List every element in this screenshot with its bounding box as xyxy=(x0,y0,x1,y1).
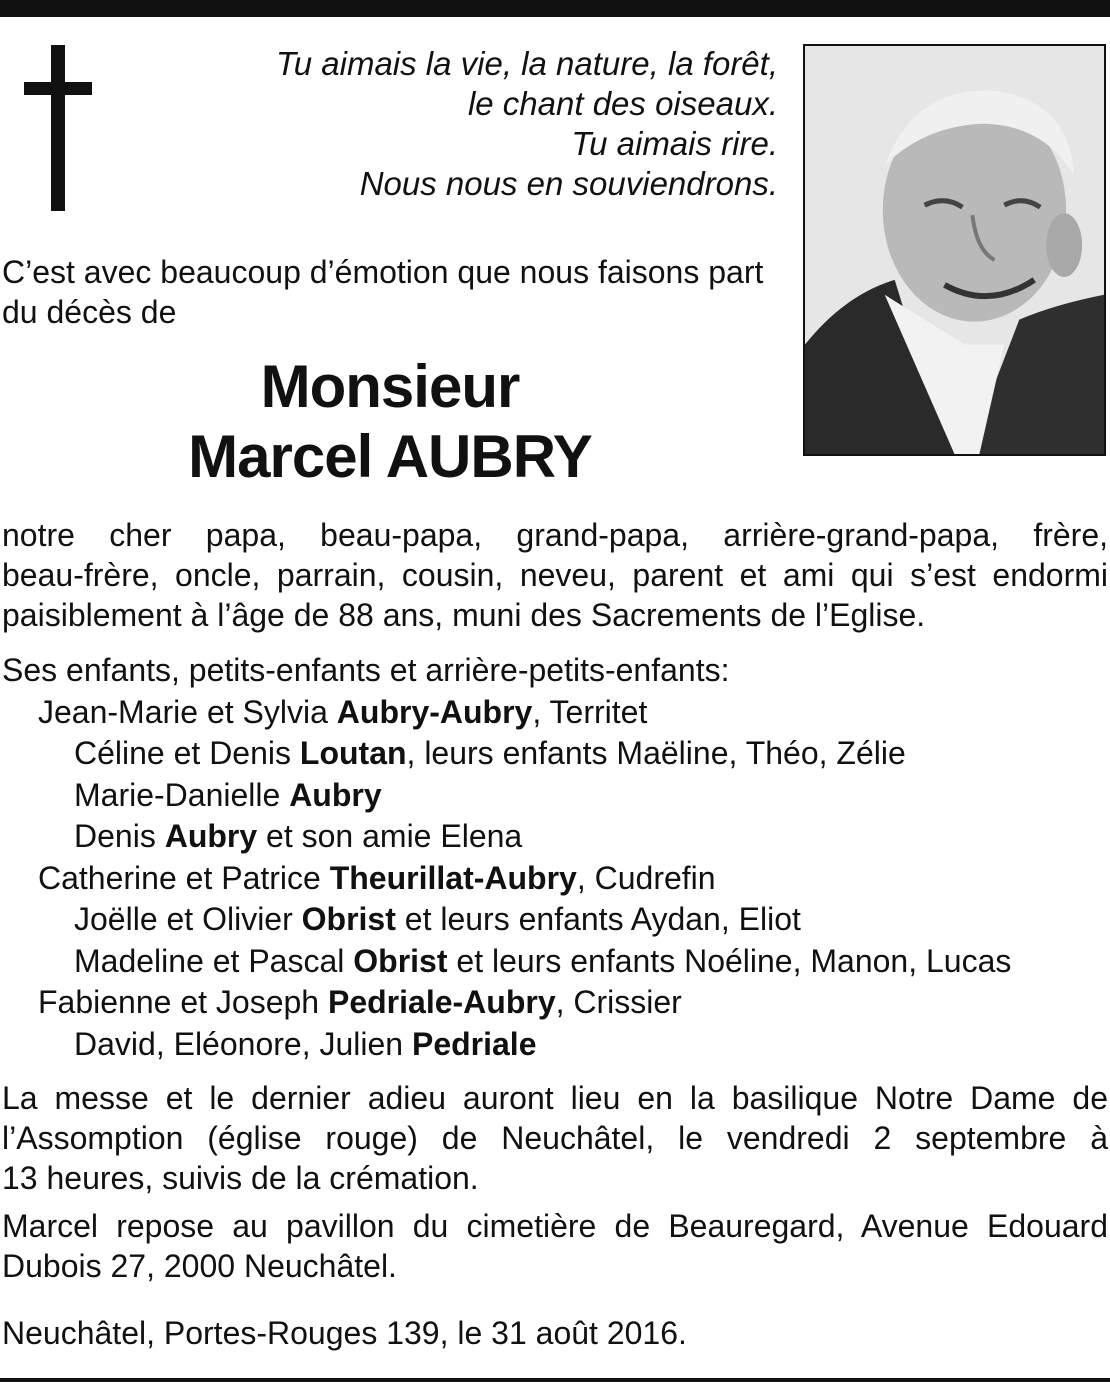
portrait-illustration xyxy=(805,46,1104,454)
ceremony-paragraph xyxy=(2,1078,1108,1198)
entry-names: Madeline et Pascal xyxy=(74,942,354,979)
entry-surname: Pedriale xyxy=(411,1025,537,1062)
deceased-heading xyxy=(0,352,780,492)
family-entry xyxy=(2,1024,1108,1066)
repose-line: Marcel repose au pavillon du cimetière de Beauregard, Avenue Edouard xyxy=(2,1208,1108,1244)
cross-vertical-bar xyxy=(51,45,65,211)
entry-names: Joëlle et Olivier xyxy=(74,901,302,937)
poem-line: Tu aimais rire. xyxy=(571,125,778,162)
family-entry xyxy=(2,816,1108,858)
family-entry xyxy=(2,858,1108,900)
family-entry xyxy=(2,941,1108,983)
family-entry xyxy=(2,775,1108,817)
poem xyxy=(150,44,778,204)
ceremony-line: l’Assomption (église rouge) de Neuchâtel, le vendredi 2 septembre à xyxy=(2,1120,1108,1156)
poem-line: Nous nous en souviendrons. xyxy=(359,165,778,202)
description-line: paisiblement à l’âge de 88 ans, muni des Sacrements de l’Eglise. xyxy=(2,597,926,633)
entry-details: et leurs enfants Aydan, Eliot xyxy=(395,901,801,937)
entry-surname: Aubry xyxy=(289,776,382,813)
family-entry xyxy=(2,899,1108,941)
entry-surname: Pedriale-Aubry xyxy=(327,984,556,1020)
entry-details: et leurs enfants Noéline, Manon, Lucas xyxy=(447,942,1012,979)
family-list xyxy=(2,650,1108,1065)
description-paragraph xyxy=(2,515,1108,635)
entry-names: Catherine et Patrice xyxy=(38,859,330,896)
cross-horizontal-bar xyxy=(24,82,92,95)
entry-details: et son amie Elena xyxy=(257,818,523,854)
ceremony-line: 13 heures, suivis de la crémation. xyxy=(2,1160,479,1196)
intro-line: du décès de xyxy=(2,294,177,330)
portrait-photo xyxy=(803,44,1106,456)
deceased-name: Marcel AUBRY xyxy=(188,423,592,490)
top-rule xyxy=(0,0,1110,17)
entry-names: Marie-Danielle xyxy=(74,776,290,813)
entry-details: , Crissier xyxy=(555,984,682,1020)
entry-surname: Aubry xyxy=(164,818,258,854)
bottom-rule xyxy=(0,1378,1110,1382)
description-line: notre cher papa, beau-papa, grand-papa, arrière-grand-papa, frère, xyxy=(2,517,1108,553)
poem-line: le chant des oiseaux. xyxy=(467,85,778,122)
entry-names: Jean-Marie et Sylvia xyxy=(38,693,337,730)
poem-line: Tu aimais la vie, la nature, la forêt, xyxy=(276,45,778,82)
entry-names: David, Eléonore, Julien xyxy=(74,1025,412,1062)
entry-details: , leurs enfants Maëline, Théo, Zélie xyxy=(406,735,906,771)
family-heading: Ses enfants, petits-enfants et arrière-petits-enfants: xyxy=(2,652,730,688)
entry-surname: Loutan xyxy=(299,735,407,771)
entry-details: , Cudrefin xyxy=(576,859,716,896)
intro-line: C’est avec beaucoup d’émotion que nous faisons part xyxy=(2,254,764,290)
entry-surname: Aubry-Aubry xyxy=(336,693,533,730)
family-entry xyxy=(2,733,1108,775)
intro-text xyxy=(2,252,792,332)
entry-surname: Obrist xyxy=(301,901,396,937)
ceremony-line: La messe et le dernier adieu auront lieu en la basilique Notre Dame de xyxy=(2,1080,1108,1116)
family-entry xyxy=(2,692,1108,734)
repose-line: Dubois 27, 2000 Neuchâtel. xyxy=(2,1248,397,1284)
entry-names: Fabienne et Joseph xyxy=(38,984,328,1020)
title-honorific: Monsieur xyxy=(260,353,520,420)
place-date: Neuchâtel, Portes-Rouges 139, le 31 août 2016. xyxy=(2,1315,687,1351)
entry-surname: Theurillat-Aubry xyxy=(329,859,577,896)
family-entry xyxy=(2,982,1108,1024)
entry-details: , Territet xyxy=(532,693,648,730)
repose-paragraph xyxy=(2,1206,1108,1286)
description-line: beau-frère, oncle, parrain, cousin, neveu, parent et ami qui s’est endormi xyxy=(2,557,1108,593)
entry-surname: Obrist xyxy=(353,942,448,979)
entry-names: Denis xyxy=(74,818,165,854)
entry-names: Céline et Denis xyxy=(74,735,300,771)
